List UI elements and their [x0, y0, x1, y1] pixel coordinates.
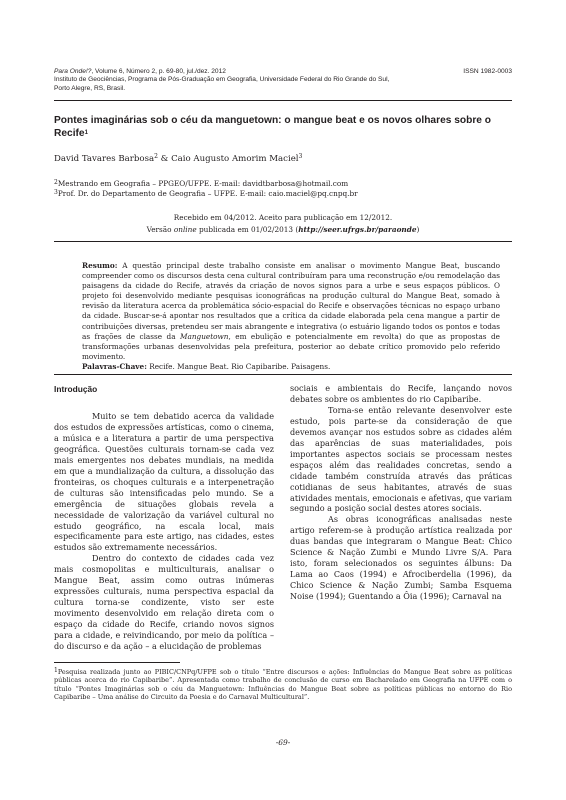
right-column — [290, 383, 512, 602]
title-footnote-mark: 1 — [84, 129, 88, 136]
abstract-top-rule — [54, 241, 512, 242]
footnote — [54, 668, 512, 701]
abstract-label: Resumo: — [82, 261, 118, 270]
journal-name: Para Onde!? — [54, 68, 92, 75]
online-c: publicada em 01/02/2013 ( — [196, 225, 299, 235]
abstract-text-a: A questão principal deste trabalho consiste em analisar o movimento Mangue Beat, buscando compreender como os discursos desta cena cultural contribuíram para uma reconstrução e/ou remodelação das paisagens da cidade do Recife, através da criação de novos signos para a urbe e seus espaços públicos. O projeto foi desenvolvido mediante pesquisas iconográficas na produção cultural do Mangue Beat, somado à revisão da literatura acerca da problemática sócio-espacial do Recife e observações técnicas no espaço urbano da cidade. Buscar-se-á apontar nos resultados que a crítica da cidade elaborada pela cena mangue a partir de contribuições diversas, pretendeu ser mais abrangente e integrativa (o estuário ligando todos os pontos e todas as frações de classe da — [82, 261, 500, 341]
header-city: Porto Alegre, RS, Brasil. — [54, 84, 126, 92]
publication-dates — [54, 212, 512, 236]
left-column — [54, 411, 274, 652]
abstract-bottom-rule — [54, 374, 512, 375]
affiliation-2-text: Prof. Dr. do Departamento de Geografia – UFPE. E-mail: caio.maciel@pq.cnpq.br — [57, 189, 358, 199]
affiliations — [54, 179, 358, 199]
online-d: ) — [416, 225, 420, 235]
keywords-label: Palavras-Chave: — [82, 361, 147, 371]
keywords — [82, 362, 500, 372]
authors — [54, 154, 302, 164]
author-1: David Tavares Barbosa — [54, 154, 155, 164]
page-number: -69- — [275, 738, 291, 747]
journal-header — [54, 68, 512, 93]
section-heading-introducao: Introdução — [54, 384, 98, 394]
abstract-text-b: , em ebulição e potencialmente em revolta) do que as propostas de transformações urbanas desenvolvidas pela prefeitura, posterior ao debate crítico promovido pelo referido movimento. — [82, 331, 500, 361]
title-text: Pontes imaginárias sob o céu da manguetown: o mangue beat e os novos olhares sobre o Recife — [54, 115, 492, 139]
abstract-italic: Manguetown — [180, 331, 229, 341]
online-a: Versão — [146, 225, 174, 235]
author-2-mark: 3 — [298, 153, 303, 160]
paragraph-2: Dentro do contexto de cidades cada vez mais cosmopolitas e multiculturais, analisar o Mangue Beat, assim como outras inúmeras expressões culturais, numa perspectiva espacial da cultura torna-se condizente, visto ser este movimento desenvolvido em relação direta com o espaço da cidade do Recife, criando novos signos para a cidade, e reivindicando, por meio da política – do discurso e da ação – a elucidação de problemas — [54, 553, 274, 652]
author-2: Caio Augusto Amorim Maciel — [171, 154, 299, 164]
abstract-body — [82, 261, 500, 362]
header-rule — [54, 100, 512, 101]
affiliation-1-mark: 2 — [54, 179, 58, 186]
journal-url[interactable]: http://seer.ufrgs.br/paraonde — [298, 225, 417, 235]
footnote-rule — [54, 662, 180, 663]
paragraph-3: Torna-se então relevante desenvolver este estudo, pois parte-se da consideração de que devemos avançar nos estudos sobre as cidades além das aparências de suas materialidades, pois importantes aspectos sociais se processam nestes espaços além das realidades concretas, sendo a cidade também construída através das práticas cotidianas de seus habitantes, através de suas atividades mentais, emocionais e afetivas, que variam segundo a posição social destes atores sociais. — [290, 404, 512, 514]
paragraph-4: As obras iconográficas analisadas neste artigo referem-se à produção artística realizada por duas bandas que integraram o Mangue Beat: Chico Science & Nação Zumbi e Mundo Livre S/A. Para isto, foram selecionados os seguintes álbuns: Da Lama ao Caos (1994) e Afrociberdelia (1996), da Chico Science & Nação Zumbi; Samba Esquema Noise (1994); Guentando a Ôia (1996); Carnaval na — [290, 514, 512, 602]
paragraph-2-continued: sociais e ambientais do Recife, lançando novos debates sobre os ambientes do rio Capibaribe. — [290, 383, 512, 404]
affiliation-1 — [54, 179, 358, 189]
online-word: online — [173, 225, 197, 235]
online-line — [54, 224, 512, 236]
header-institution: Instituto de Geociências, Programa de Pós-Graduação em Geografia, Universidade Federal do Rio Grande do Sul, — [54, 76, 390, 84]
affiliation-2 — [54, 189, 358, 199]
paragraph-1: Muito se tem debatido acerca da validade dos estudos de expressões artísticas, como o cinema, a música e a literatura a partir de uma perspectiva geográfica. Questões culturais tornam-se cada vez mais emergentes nos debates mundiais, na medida em que a mundialização da cultura, a dissolução das fronteiras, os choques culturais e a interpenetração de culturas são intensificadas pelo mundo. Se a emergência de situações globais revela a necessidade de valorização da variável cultural no estudo geográfico, na escala local, mais especificamente para este artigo, nas cidades, estes estudos são extremamente necessários. — [54, 411, 274, 553]
affiliation-1-text: Mestrando em Geografia – PPGEO/UFPE. E-mail: davidtbarbosa@hotmail.com — [57, 179, 349, 188]
author-1-mark: 2 — [154, 153, 158, 160]
abstract — [82, 261, 500, 372]
received-line: Recebido em 04/2012. Aceito para publicação em 12/2012. — [173, 213, 393, 222]
keywords-text: Recife. Mangue Beat. Rio Capibaribe. Paisagens. — [146, 361, 331, 371]
affiliation-2-mark: 3 — [54, 189, 58, 197]
footnote-text: Pesquisa realizada junto ao PIBIC/CNPq/UFPE sob o título “Entre discursos e ações: Influências do Mangue Beat sobre as políticas públicas acerca do rio Capibaribe”. Apresentada como trabalho de conclusão de curso em Bacharelado em Geografia na UFPE com o título “Pontes Imaginárias sob o céu da Manguetown: Influências do Mangue Beat sobre as políticas públicas no entorno do Rio Capibaribe – Uma análise do Circuito da Poesia e do Carnaval Multicultural”. — [54, 668, 512, 701]
journal-citation: , Volume 6, Número 2, p. 69-80, jul./dez. 2012 — [91, 68, 226, 75]
issn: ISSN 1982-0003 — [463, 68, 512, 75]
article-title — [54, 115, 514, 140]
author-separator: & — [157, 154, 172, 164]
footnote-mark: 1 — [54, 667, 58, 674]
